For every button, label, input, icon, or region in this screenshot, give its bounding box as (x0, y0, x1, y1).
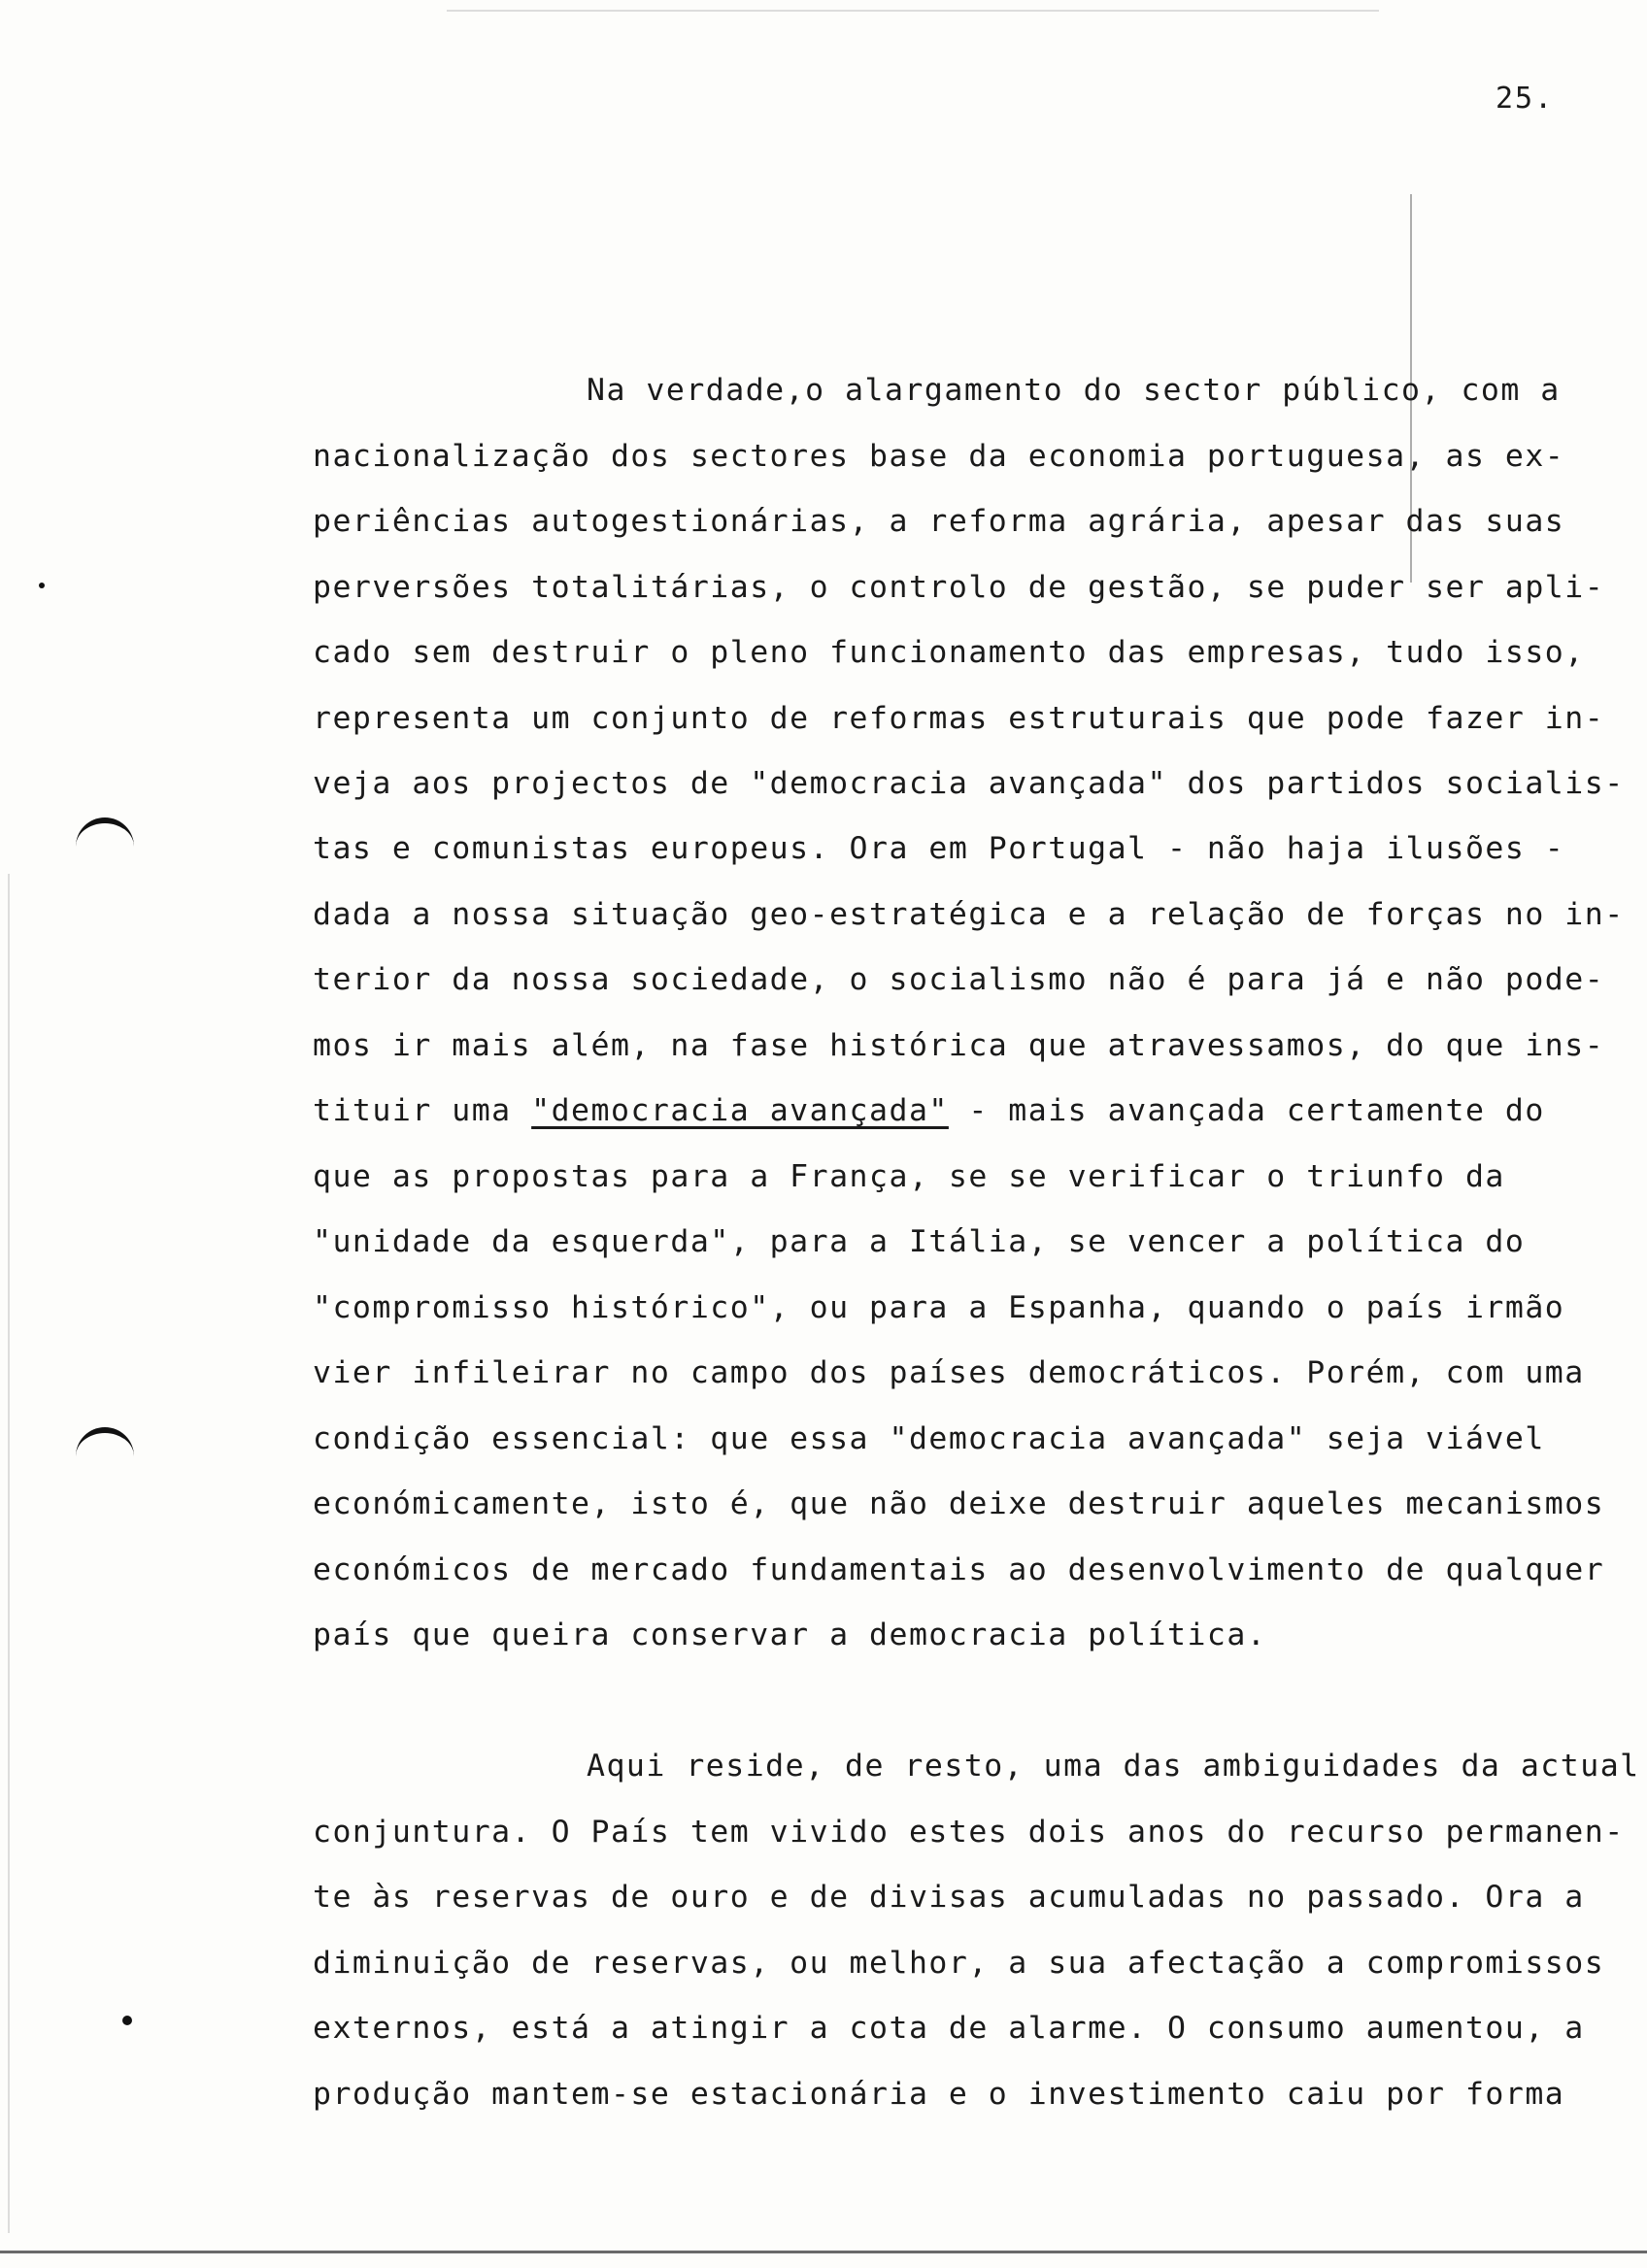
text-line: nacionalização dos sectores base da economia portuguesa, as ex- (313, 439, 1565, 474)
text-line: representa um conjunto de reformas estruturais que pode fazer in- (313, 701, 1605, 736)
text-line: produção mantem-se estacionária e o investimento caiu por forma (313, 2077, 1565, 2112)
punch-hole-mark (76, 817, 134, 852)
text-line: que as propostas para a França, se se verificar o triunfo da (313, 1159, 1505, 1194)
scan-artifact-left (8, 874, 10, 2233)
scan-artifact-bottom (0, 2251, 1647, 2253)
text-line: externos, está a atingir a cota de alarme. O consumo aumentou, a (313, 2011, 1585, 2046)
underlined-phrase: "democracia avançada" (531, 1093, 949, 1128)
text-span: - mais avançada certamente do (948, 1093, 1545, 1128)
text-line: terior da nossa sociedade, o socialismo não é para já e não pode- (313, 962, 1605, 997)
page-number: 25. (1496, 82, 1555, 116)
text-line: vier infileirar no campo dos países democráticos. Porém, com uma (313, 1355, 1585, 1390)
text-line: Aqui reside, de resto, uma das ambiguidades da actual (587, 1749, 1640, 1784)
text-line: perversões totalitárias, o controlo de gestão, se puder ser apli- (313, 570, 1605, 605)
text-line: tas e comunistas europeus. Ora em Portugal - não haja ilusões - (313, 831, 1565, 866)
scan-dot (39, 583, 45, 588)
scan-dot (122, 2016, 132, 2025)
text-line: "unidade da esquerda", para a Itália, se vencer a política do (313, 1224, 1526, 1259)
punch-hole-mark (76, 1427, 134, 1462)
text-line: veja aos projectos de "democracia avançada" dos partidos socialis- (313, 766, 1625, 801)
text-line: "compromisso histórico", ou para a Espanha, quando o país irmão (313, 1290, 1565, 1325)
text-line: país que queira conservar a democracia política. (313, 1618, 1267, 1652)
text-line (313, 1091, 1545, 1130)
text-line: conjuntura. O País tem vivido estes dois anos do recurso permanen- (313, 1815, 1625, 1850)
text-line: te às reservas de ouro e de divisas acumuladas no passado. Ora a (313, 1880, 1585, 1915)
text-line: económicos de mercado fundamentais ao desenvolvimento de qualquer (313, 1552, 1605, 1587)
text-line: periências autogestionárias, a reforma agrária, apesar das suas (313, 504, 1565, 539)
text-line: dada a nossa situação geo-estratégica e a relação de forças no in- (313, 897, 1625, 932)
text-line: Na verdade,o alargamento do sector público, com a (587, 373, 1561, 408)
text-line: mos ir mais além, na fase histórica que atravessamos, do que ins- (313, 1028, 1605, 1063)
text-line: diminuição de reservas, ou melhor, a sua afectação a compromissos (313, 1946, 1605, 1981)
text-line: económicamente, isto é, que não deixe destruir aqueles mecanismos (313, 1486, 1605, 1521)
text-line: condição essencial: que essa "democracia avançada" seja viável (313, 1421, 1545, 1456)
text-span: tituir uma (313, 1093, 532, 1128)
text-line: cado sem destruir o pleno funcionamento das empresas, tudo isso, (313, 635, 1585, 670)
scan-artifact-top (447, 10, 1379, 12)
